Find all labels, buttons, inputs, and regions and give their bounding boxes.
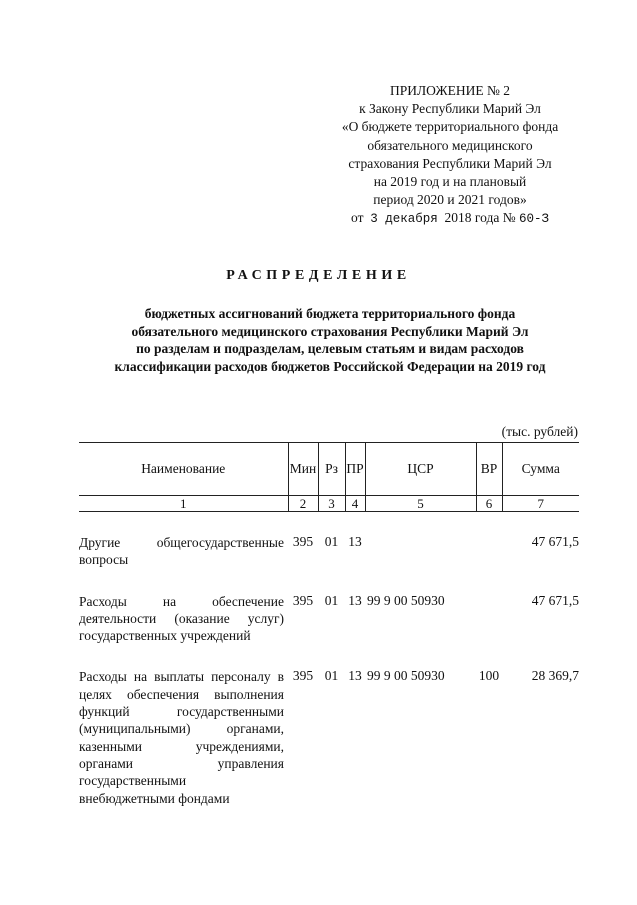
subtitle-line: по разделам и подразделам, целевым статьям и видам расходов bbox=[136, 341, 524, 357]
header-pr: ПР bbox=[345, 443, 365, 496]
column-number: 7 bbox=[502, 496, 579, 512]
column-number: 6 bbox=[476, 496, 502, 512]
header-csr: ЦСР bbox=[365, 443, 476, 496]
table-row bbox=[79, 534, 579, 569]
column-number: 1 bbox=[79, 496, 288, 512]
header-min: Мин bbox=[288, 443, 318, 496]
table-row bbox=[79, 593, 579, 645]
header-sum: Сумма bbox=[502, 443, 579, 496]
row-spacer bbox=[79, 512, 579, 535]
row-csr bbox=[365, 534, 476, 569]
row-sum: 28 369,7 bbox=[531, 668, 579, 684]
appendix-line: период 2020 и 2021 годов» bbox=[373, 192, 527, 208]
table-header-row bbox=[79, 443, 579, 496]
appendix-line: на 2019 год и на плановый bbox=[373, 174, 527, 190]
table-row bbox=[79, 668, 579, 806]
appendix-line: страхования Республики Марий Эл bbox=[348, 155, 552, 171]
row-pr: 13 bbox=[348, 668, 362, 684]
row-name: Другие общегосударственные вопросы bbox=[79, 535, 284, 568]
row-vr: 100 bbox=[478, 668, 500, 684]
column-number-row bbox=[79, 496, 579, 512]
row-min: 395 bbox=[292, 668, 314, 684]
header-name: Наименование bbox=[79, 443, 288, 496]
row-vr bbox=[476, 534, 502, 569]
appendix-line: к Закону Республики Марий Эл bbox=[359, 101, 541, 117]
column-number: 2 bbox=[288, 496, 318, 512]
law-number: 60-З bbox=[518, 212, 549, 227]
subtitle-line: бюджетных ассигнований бюджета территориального фонда bbox=[144, 306, 516, 321]
document-subtitle bbox=[60, 305, 600, 375]
row-pr: 13 bbox=[348, 534, 362, 549]
column-number: 4 bbox=[345, 496, 365, 512]
units-label: (тыс. рублей) bbox=[501, 424, 578, 439]
budget-table bbox=[79, 442, 579, 807]
row-name: Расходы на обеспечение деятельности (оказание услуг) государственных учреждений bbox=[79, 593, 284, 644]
law-reference bbox=[300, 209, 600, 228]
row-csr: 99 9 00 50930 bbox=[367, 592, 445, 608]
column-number: 5 bbox=[365, 496, 476, 512]
row-sum: 47 671,5 bbox=[531, 592, 579, 608]
appendix-line: «О бюджете территориального фонда bbox=[341, 119, 559, 135]
appendix-heading: ПРИЛОЖЕНИЕ № 2 bbox=[389, 83, 511, 98]
law-date: 3 декабря bbox=[370, 212, 438, 227]
row-csr: 99 9 00 50930 bbox=[367, 668, 445, 684]
subtitle-line: обязательного медицинского страхования Республики Марий Эл bbox=[131, 323, 529, 339]
row-pr: 13 bbox=[348, 592, 362, 608]
law-prefix: от bbox=[351, 210, 364, 226]
row-sum: 47 671,5 bbox=[531, 534, 579, 549]
row-rz: 01 bbox=[324, 534, 339, 549]
law-year: 2018 года № bbox=[444, 210, 516, 226]
row-min: 395 bbox=[292, 534, 314, 549]
subtitle-line: классификации расходов бюджетов Российской Федерации на 2019 год bbox=[114, 358, 546, 374]
row-min: 395 bbox=[292, 592, 314, 608]
appendix-block bbox=[300, 82, 600, 229]
row-vr bbox=[476, 593, 502, 645]
row-rz: 01 bbox=[324, 668, 339, 684]
row-spacer bbox=[79, 569, 579, 593]
appendix-line: обязательного медицинского bbox=[367, 137, 533, 153]
column-number: 3 bbox=[318, 496, 345, 512]
header-rz: Рз bbox=[318, 443, 345, 496]
row-rz: 01 bbox=[324, 592, 339, 608]
row-spacer bbox=[79, 644, 579, 668]
document-title: РАСПРЕДЕЛЕНИЕ bbox=[226, 268, 411, 283]
header-vr: ВР bbox=[476, 443, 502, 496]
row-name: Расходы на выплаты персоналу в целях обеспечения выполнения функций государственными (муниципальными) органами, казенными учреждениями, органами управления государственными внебюджетными фондами bbox=[79, 669, 284, 806]
